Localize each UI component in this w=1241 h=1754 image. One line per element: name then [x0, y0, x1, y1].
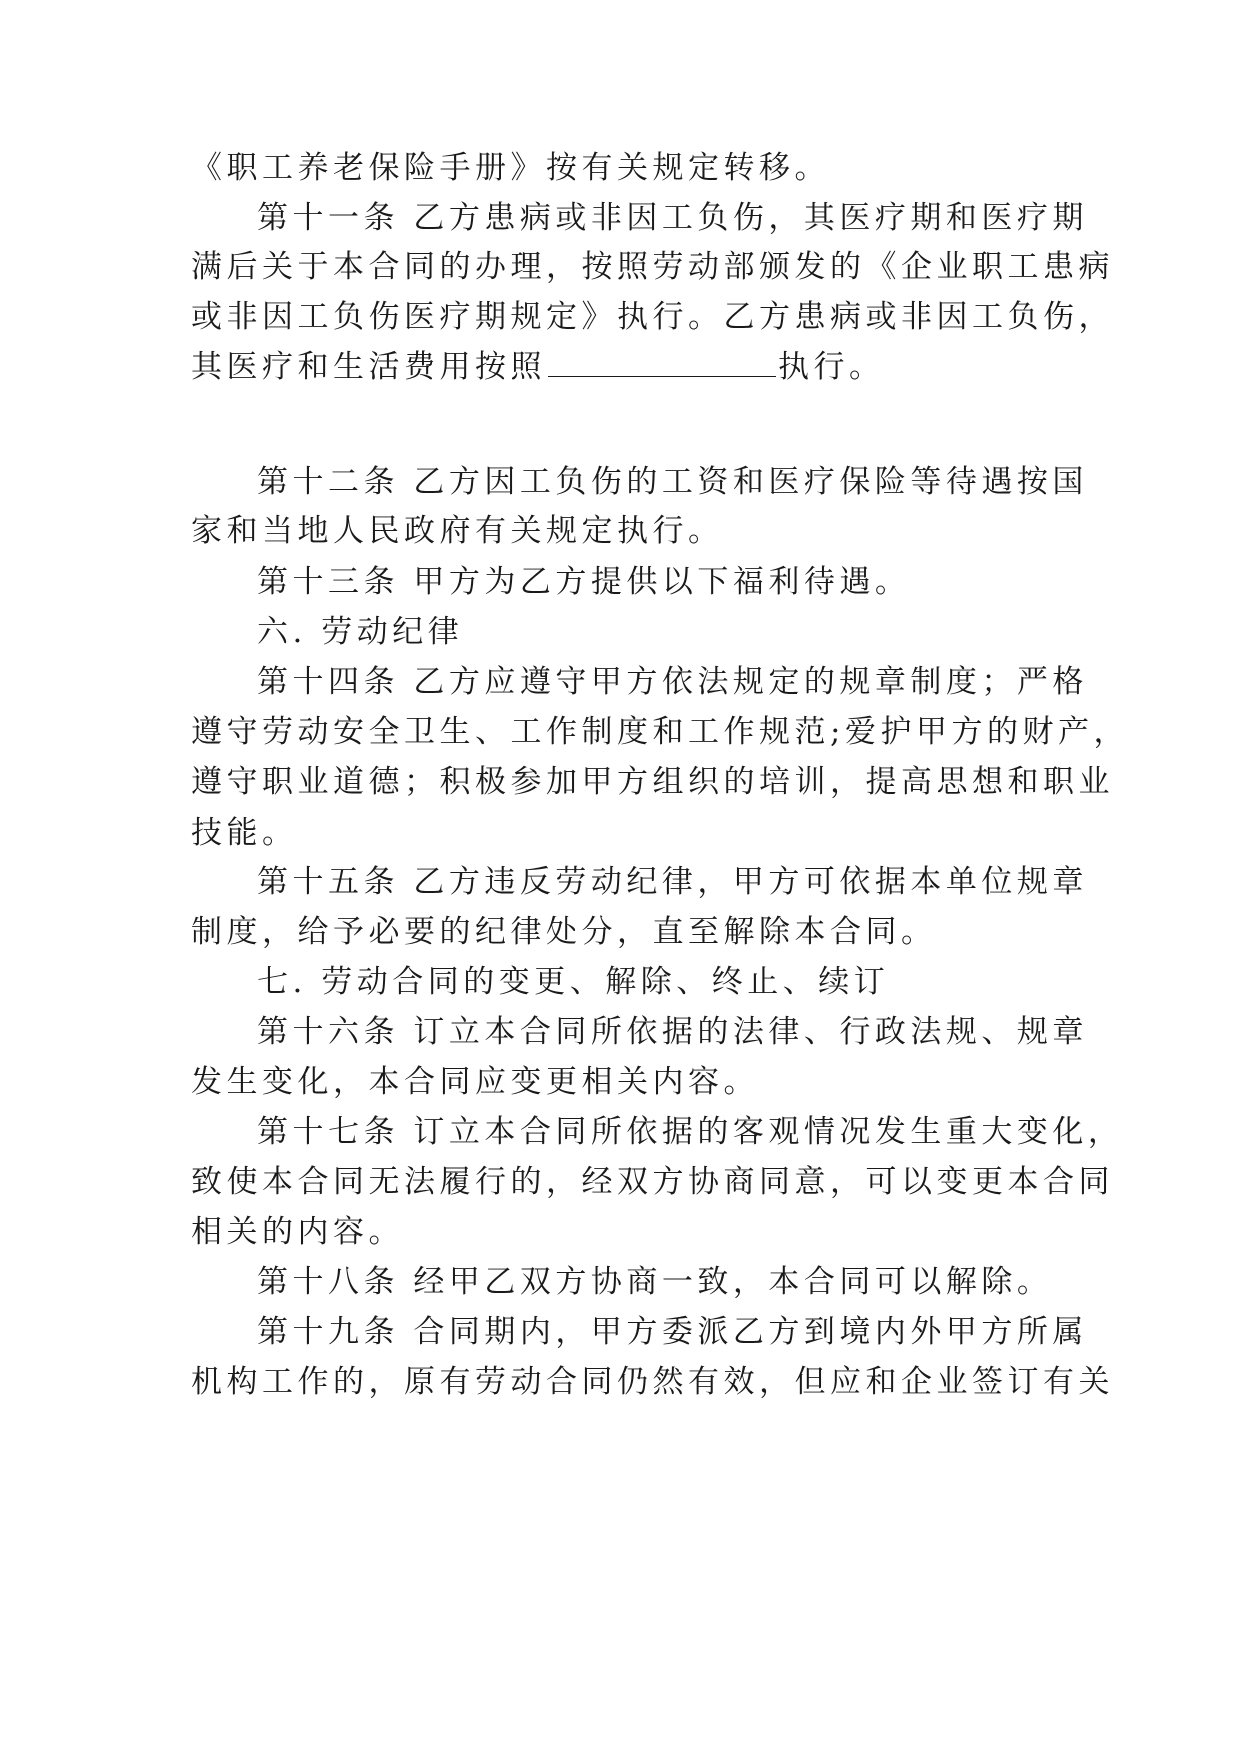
section-heading: 六. 劳动纪律	[257, 614, 464, 650]
text-line: 第十七条 订立本合同所依据的客观情况发生重大变化，	[257, 1114, 1124, 1150]
text-line: 第十一条 乙方患病或非因工负伤，其医疗期和医疗期	[257, 200, 1088, 236]
text-line: 第十六条 订立本合同所依据的法律、行政法规、规章	[257, 1014, 1088, 1050]
text-line: 发生变化，本合同应变更相关内容。	[191, 1064, 759, 1100]
text-line: 遵守职业道德；积极参加甲方组织的培训，提高思想和职业	[191, 764, 1114, 800]
text-line: 《职工养老保险手册》按有关规定转移。	[191, 150, 830, 186]
section-heading: 七. 劳动合同的变更、解除、终止、续订	[257, 964, 890, 1000]
text-line: 第十五条 乙方违反劳动纪律，甲方可依据本单位规章	[257, 864, 1088, 900]
text-fragment: 执行。	[778, 349, 885, 385]
text-line: 家和当地人民政府有关规定执行。	[191, 513, 724, 549]
text-line: 相关的内容。	[191, 1214, 404, 1250]
text-line: 第十二条 乙方因工负伤的工资和医疗保险等待遇按国	[257, 464, 1088, 500]
text-line: 机构工作的，原有劳动合同仍然有效，但应和企业签订有关	[191, 1364, 1114, 1400]
text-line: 第十八条 经甲乙双方协商一致，本合同可以解除。	[257, 1264, 1053, 1300]
text-line: 遵守劳动安全卫生、工作制度和工作规范;爱护甲方的财产，	[191, 714, 1129, 750]
text-line: 或非因工负伤医疗期规定》执行。乙方患病或非因工负伤，	[191, 299, 1114, 335]
text-line: 第十三条 甲方为乙方提供以下福利待遇。	[257, 564, 911, 600]
text-line: 致使本合同无法履行的，经双方协商同意，可以变更本合同	[191, 1164, 1114, 1200]
text-line: 第十九条 合同期内，甲方委派乙方到境内外甲方所属	[257, 1314, 1088, 1350]
text-line: 满后关于本合同的办理，按照劳动部颁发的《企业职工患病	[191, 249, 1114, 285]
text-line: 技能。	[191, 815, 298, 851]
text-line: 制度，给予必要的纪律处分，直至解除本合同。	[191, 914, 937, 950]
text-fragment: 其医疗和生活费用按照	[191, 349, 546, 385]
fill-in-blank	[548, 375, 776, 377]
text-line: 第十四条 乙方应遵守甲方依法规定的规章制度；严格	[257, 664, 1088, 700]
text-line	[191, 347, 1071, 387]
